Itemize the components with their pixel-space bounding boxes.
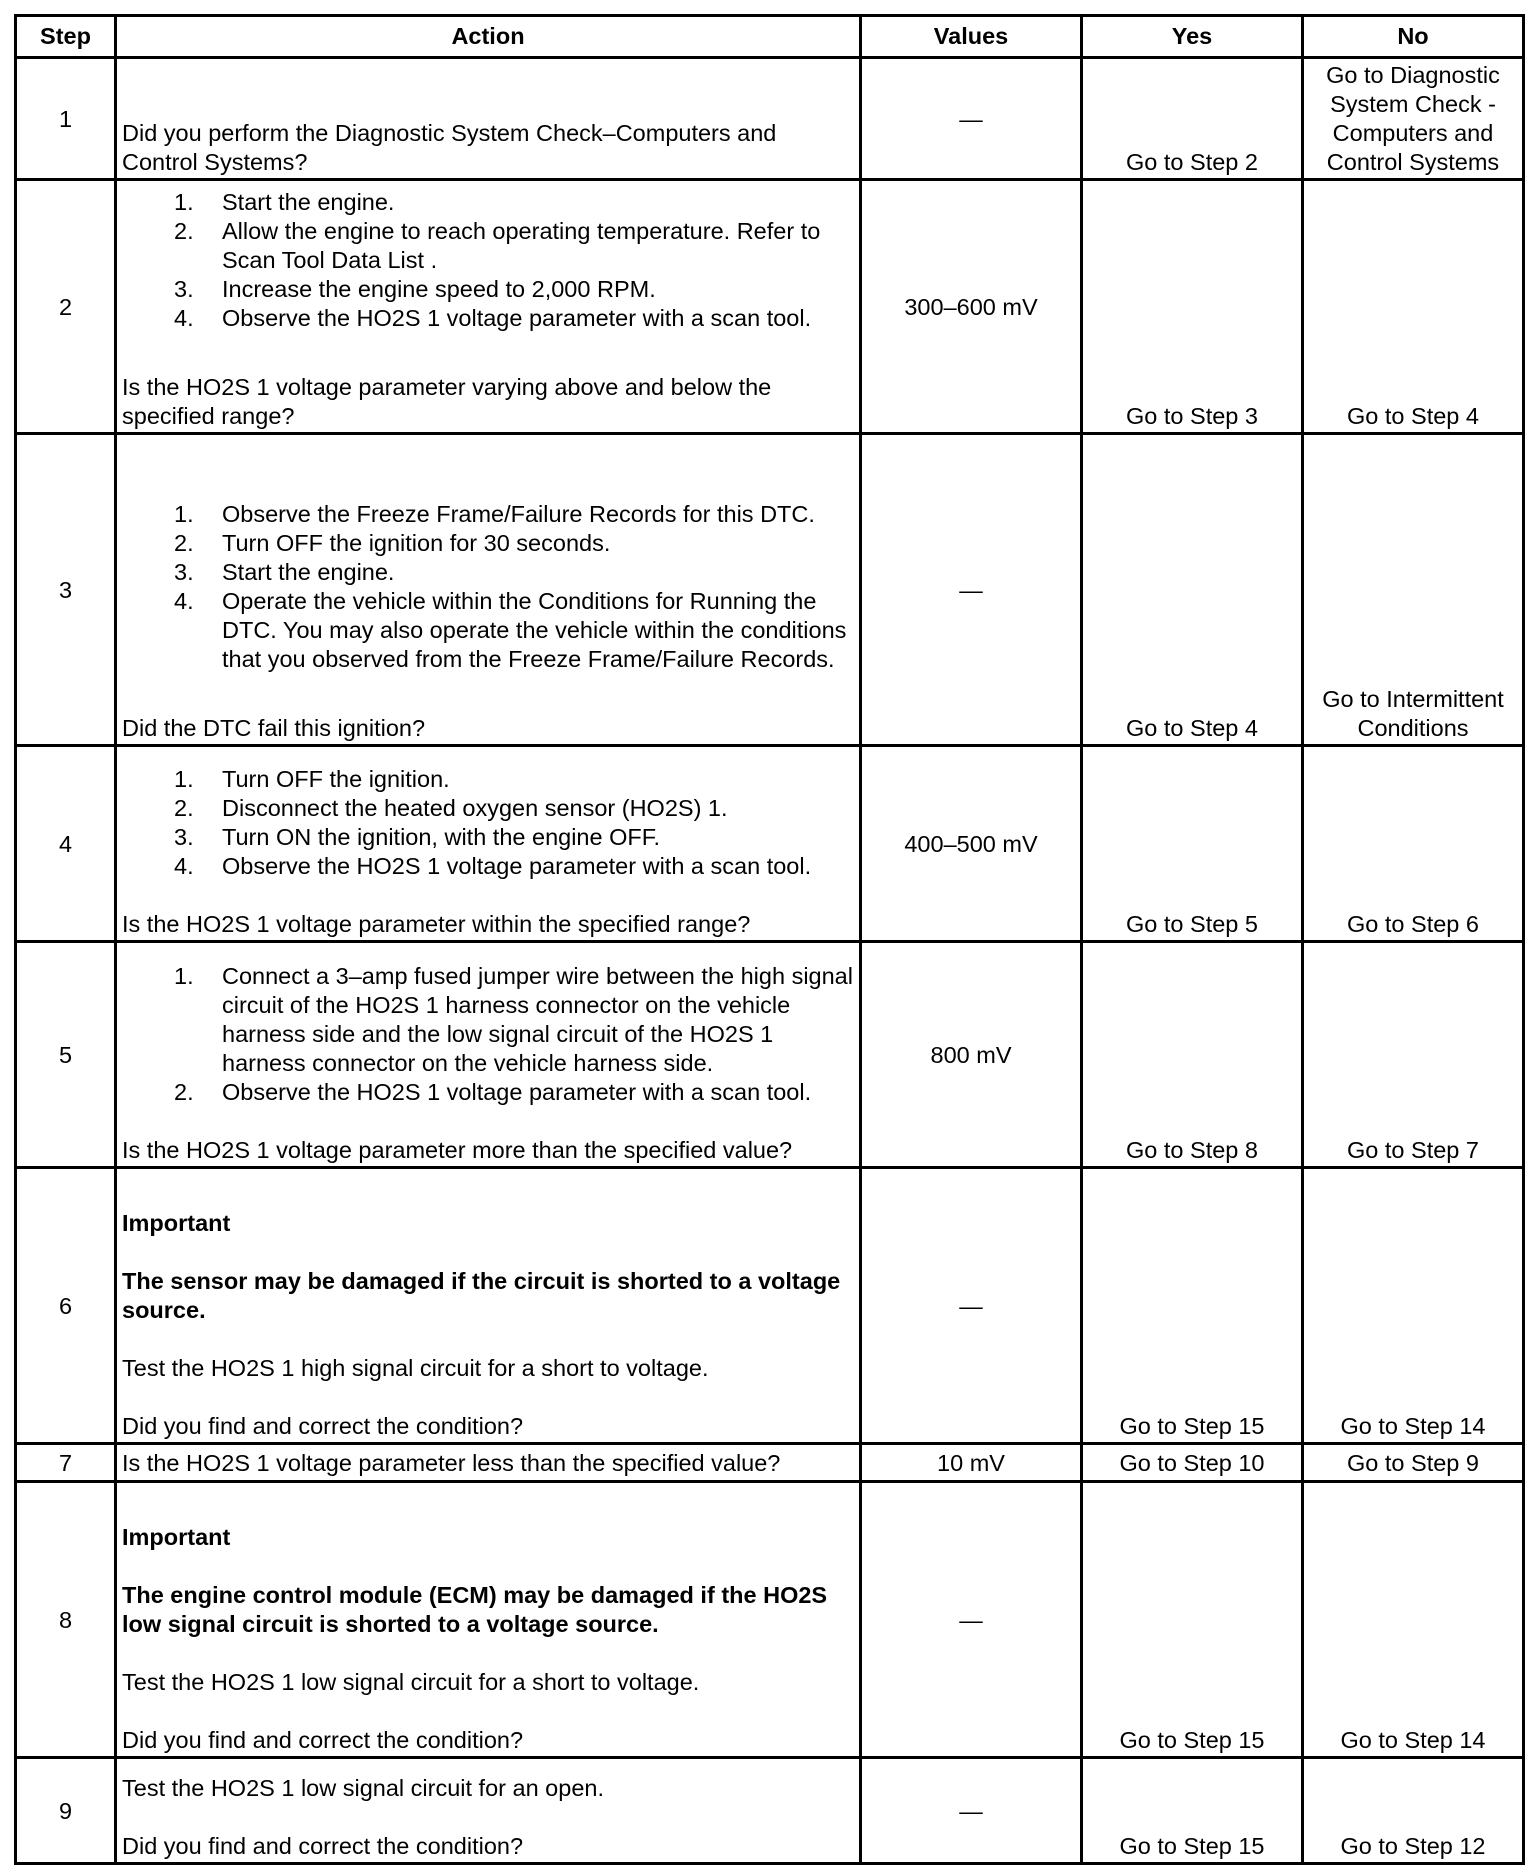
- step-number: 7: [16, 1444, 116, 1482]
- action-cell: [116, 746, 861, 942]
- action-cell: [116, 1168, 861, 1444]
- list-item: 2. Disconnect the heated oxygen sensor (HO2S) 1.: [174, 795, 728, 821]
- header-values: Values: [861, 16, 1082, 58]
- action-question: Did you find and correct the condition?: [122, 1833, 524, 1859]
- no-cell: Go to Step 6: [1303, 746, 1524, 942]
- table-row: [16, 1482, 1524, 1758]
- list-item: 3. Start the engine.: [174, 559, 395, 585]
- list-item: 1. Turn OFF the ignition.: [174, 766, 450, 792]
- action-steps: [122, 188, 854, 333]
- action-steps: [122, 962, 854, 1107]
- step-number: 1: [16, 58, 116, 180]
- action-steps: [122, 500, 854, 674]
- action-cell: [116, 1482, 861, 1758]
- list-item: 4. Observe the HO2S 1 voltage parameter with a scan tool.: [174, 305, 812, 331]
- yes-cell: Go to Step 8: [1082, 942, 1303, 1168]
- action-question: Did you find and correct the condition?: [122, 1727, 524, 1753]
- step-number: 9: [16, 1758, 116, 1864]
- table-row: [16, 1168, 1524, 1444]
- action-question: Did you find and correct the condition?: [122, 1413, 524, 1439]
- list-item: 1. Start the engine.: [174, 189, 395, 215]
- header-no: No: [1303, 16, 1524, 58]
- table-row: [16, 58, 1524, 180]
- values-cell: 10 mV: [861, 1444, 1082, 1482]
- values-cell: 300–600 mV: [861, 180, 1082, 434]
- action-cell: [116, 58, 861, 180]
- values-cell: 800 mV: [861, 942, 1082, 1168]
- table-row: [16, 434, 1524, 746]
- action-steps: [122, 765, 854, 881]
- action-question: Did you perform the Diagnostic System Check–Computers and Control Systems?: [122, 120, 777, 175]
- no-cell: Go to Step 9: [1303, 1444, 1524, 1482]
- values-cell: —: [861, 1168, 1082, 1444]
- step-number: 5: [16, 942, 116, 1168]
- step-number: 2: [16, 180, 116, 434]
- table-row: [16, 942, 1524, 1168]
- action-question: Did the DTC fail this ignition?: [122, 715, 426, 741]
- action-cell: [116, 434, 861, 746]
- values-cell: 400–500 mV: [861, 746, 1082, 942]
- list-item: 1. Connect a 3–amp fused jumper wire between the high signal circuit of the HO2S 1 harness connector on the vehicle harness side and the low signal circuit of the HO2S 1 harness connector on the vehicle harness side.: [174, 963, 853, 1076]
- step-number: 4: [16, 746, 116, 942]
- important-label: Important: [122, 1210, 231, 1236]
- table-row: [16, 746, 1524, 942]
- action-question: Is the HO2S 1 voltage parameter within the specified range?: [122, 911, 751, 937]
- no-cell: Go to Step 4: [1303, 180, 1524, 434]
- no-cell: Go to Step 14: [1303, 1168, 1524, 1444]
- warning-text: The sensor may be damaged if the circuit is shorted to a voltage source.: [122, 1268, 841, 1323]
- table-row: [16, 1444, 1524, 1482]
- action-cell: [116, 1758, 861, 1864]
- list-item: 1. Observe the Freeze Frame/Failure Records for this DTC.: [174, 501, 815, 527]
- action-instruction: Test the HO2S 1 high signal circuit for a short to voltage.: [122, 1355, 709, 1381]
- list-item: 4. Observe the HO2S 1 voltage parameter with a scan tool.: [174, 853, 812, 879]
- action-question: Is the HO2S 1 voltage parameter less than the specified value?: [122, 1449, 781, 1476]
- table-row: [16, 1758, 1524, 1864]
- step-number: 8: [16, 1482, 116, 1758]
- list-item: 2. Observe the HO2S 1 voltage parameter with a scan tool.: [174, 1079, 812, 1105]
- header-step: Step: [16, 16, 116, 58]
- no-cell: Go to Step 12: [1303, 1758, 1524, 1864]
- header-yes: Yes: [1082, 16, 1303, 58]
- values-cell: —: [861, 434, 1082, 746]
- list-item: 3. Increase the engine speed to 2,000 RPM.: [174, 276, 656, 302]
- step-number: 3: [16, 434, 116, 746]
- yes-cell: Go to Step 15: [1082, 1168, 1303, 1444]
- yes-cell: Go to Step 15: [1082, 1758, 1303, 1864]
- important-label: Important: [122, 1524, 231, 1550]
- no-cell: Go to Intermittent Conditions: [1303, 434, 1524, 746]
- action-cell: [116, 1444, 861, 1482]
- yes-cell: Go to Step 3: [1082, 180, 1303, 434]
- yes-cell: Go to Step 5: [1082, 746, 1303, 942]
- values-cell: —: [861, 1482, 1082, 1758]
- warning-text: The engine control module (ECM) may be damaged if the HO2S low signal circuit is shorted to a voltage source.: [122, 1582, 828, 1637]
- no-cell: Go to Step 14: [1303, 1482, 1524, 1758]
- diagnostic-table: [14, 14, 1525, 1865]
- list-item: 4. Operate the vehicle within the Conditions for Running the DTC. You may also operate the vehicle within the conditions that you observed from the Freeze Frame/Failure Records.: [174, 588, 847, 672]
- table-row: [16, 180, 1524, 434]
- no-cell: Go to Step 7: [1303, 942, 1524, 1168]
- action-question: Is the HO2S 1 voltage parameter varying above and below the specified range?: [122, 374, 772, 429]
- action-question: Is the HO2S 1 voltage parameter more than the specified value?: [122, 1137, 793, 1163]
- yes-cell: Go to Step 4: [1082, 434, 1303, 746]
- action-instruction: Test the HO2S 1 low signal circuit for a short to voltage.: [122, 1669, 700, 1695]
- header-row: [16, 16, 1524, 58]
- list-item: 3. Turn ON the ignition, with the engine OFF.: [174, 824, 661, 850]
- yes-cell: Go to Step 10: [1082, 1444, 1303, 1482]
- values-cell: —: [861, 1758, 1082, 1864]
- yes-cell: Go to Step 15: [1082, 1482, 1303, 1758]
- list-item: 2. Allow the engine to reach operating temperature. Refer to Scan Tool Data List .: [174, 218, 821, 273]
- action-cell: [116, 180, 861, 434]
- step-number: 6: [16, 1168, 116, 1444]
- header-action: Action: [116, 16, 861, 58]
- action-cell: [116, 942, 861, 1168]
- yes-cell: Go to Step 2: [1082, 58, 1303, 180]
- values-cell: —: [861, 58, 1082, 180]
- no-cell: Go to Diagnostic System Check - Computers and Control Systems: [1303, 58, 1524, 180]
- list-item: 2. Turn OFF the ignition for 30 seconds.: [174, 530, 611, 556]
- action-instruction: Test the HO2S 1 low signal circuit for an open.: [122, 1775, 604, 1801]
